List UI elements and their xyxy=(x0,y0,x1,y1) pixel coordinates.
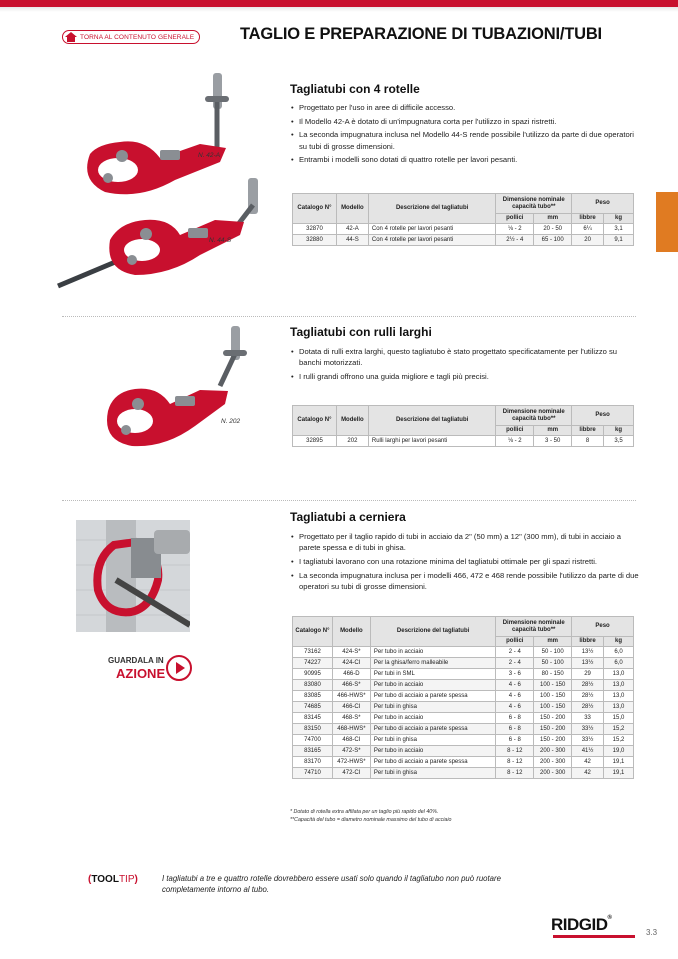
table-body xyxy=(293,647,634,779)
col-header-libbre: libbre xyxy=(572,214,604,224)
table-cell: 74710 xyxy=(293,768,333,779)
table-cell: 20 xyxy=(572,235,604,246)
table-cell: Con 4 rotelle per lavori pesanti xyxy=(368,224,495,235)
table-cell: 424-CI xyxy=(332,658,370,669)
bullet-item: • Progettato per il taglio rapido di tubi in acciaio da 2" (50 mm) a 12" (300 mm), di tubi in acciaio a parete spessa e di tubi in ghisa. xyxy=(290,531,640,553)
table-cell: 15,2 xyxy=(604,724,634,735)
watch-in-action-line1: GUARDALA IN xyxy=(108,656,164,665)
table-cell: 472-CI xyxy=(332,768,370,779)
footnote: * Dotato di rotella extra affilata per un taglio più rapido del 40%. xyxy=(290,809,439,815)
col-header-description: Descrizione del tagliatubi xyxy=(368,194,495,224)
col-header-model: Modello xyxy=(332,617,370,647)
table-cell: 4 - 6 xyxy=(496,680,534,691)
section-divider xyxy=(62,500,636,501)
watch-in-action-button[interactable] xyxy=(108,655,194,685)
table-cell: 150 - 200 xyxy=(534,735,572,746)
table-row xyxy=(293,768,634,779)
table-cell: 73162 xyxy=(293,647,333,658)
table-cell: 150 - 200 xyxy=(534,713,572,724)
table-cell: 83145 xyxy=(293,713,333,724)
table-cell: 83170 xyxy=(293,757,333,768)
bullet-item: • La seconda impugnatura inclusa per i modelli 466, 472 e 468 rende possibile l'utilizzo da parte di due operatori su tubi di grosse dimensioni. xyxy=(290,570,640,592)
watch-in-action-line2: AZIONE xyxy=(116,666,166,681)
col-header-capacity: Dimensione nominale capacità tubo** xyxy=(496,617,572,637)
table-cell: 50 - 100 xyxy=(534,658,572,669)
tooltip-tag-tip: TIP xyxy=(118,874,135,885)
table-cell: 3 - 50 xyxy=(534,436,572,447)
table-cell: 83150 xyxy=(293,724,333,735)
back-to-contents-label: TORNA AL CONTENUTO GENERALE xyxy=(80,33,195,41)
table-cell: 19,1 xyxy=(604,768,634,779)
table-cell: 28½ xyxy=(572,691,604,702)
table-cell: 28½ xyxy=(572,702,604,713)
table-cell: 13,0 xyxy=(604,691,634,702)
table-cell: 19,0 xyxy=(604,746,634,757)
section-title-4-wheel: Tagliatubi con 4 rotelle xyxy=(290,82,420,96)
hinged-cutter-photo xyxy=(76,520,190,632)
table-cell: 8 - 12 xyxy=(496,746,534,757)
table-row xyxy=(293,669,634,680)
table-cell: 20 - 50 xyxy=(534,224,572,235)
table-cell: 150 - 200 xyxy=(534,724,572,735)
table-cell: 83085 xyxy=(293,691,333,702)
table-cell: Per tubo in acciaio xyxy=(370,713,495,724)
table-cell: 42 xyxy=(572,757,604,768)
tool-image-wide-roll-cutter xyxy=(80,326,260,451)
table-cell: 424-S* xyxy=(332,647,370,658)
table-row xyxy=(293,658,634,669)
tool-label-202: N. 202 xyxy=(221,418,241,425)
table-cell: 80 - 150 xyxy=(534,669,572,680)
col-header-weight: Peso xyxy=(572,617,634,637)
table-cell: 6 - 8 xyxy=(496,735,534,746)
col-header-kg: kg xyxy=(604,214,634,224)
table-cell: 65 - 100 xyxy=(534,235,572,246)
table-cell: Per tubo di acciaio a parete spessa xyxy=(370,691,495,702)
table-cell: 6 - 8 xyxy=(496,713,534,724)
table-cell: 472-S* xyxy=(332,746,370,757)
col-header-description: Descrizione del tagliatubi xyxy=(370,617,495,647)
brand-logo-text: RIDGID xyxy=(551,915,608,934)
table-cell: 466-D xyxy=(332,669,370,680)
table-row xyxy=(293,746,634,757)
table-cell: 74685 xyxy=(293,702,333,713)
table-cell: 13½ xyxy=(572,647,604,658)
tooltip-tag: (TOOLTIP) xyxy=(88,874,138,885)
bullet-item: • La seconda impugnatura inclusa nel Modello 44-S rende possibile l'utilizzo da parte di due operatori su tubi di grosse dimensioni. xyxy=(290,129,640,151)
brand-logo-bar xyxy=(553,935,635,938)
table-cell: 2 - 4 xyxy=(496,647,534,658)
table-cell: Per tubo di acciaio a parete spessa xyxy=(370,757,495,768)
table-cell: 472-HWS* xyxy=(332,757,370,768)
table-cell: 468-CI xyxy=(332,735,370,746)
table-cell: Rulli larghi per lavori pesanti xyxy=(368,436,495,447)
table-cell: 468-HWS* xyxy=(332,724,370,735)
table-cell: 466-S* xyxy=(332,680,370,691)
col-header-model: Modello xyxy=(336,406,368,436)
table-cell: 100 - 150 xyxy=(534,680,572,691)
col-header-mm: mm xyxy=(534,426,572,436)
col-header-catalog: Catalogo N° xyxy=(293,406,337,436)
table-cell: 42-A xyxy=(336,224,368,235)
table-cell: 200 - 300 xyxy=(534,768,572,779)
col-header-capacity: Dimensione nominale capacità tubo** xyxy=(496,194,572,214)
section-tab-marker xyxy=(656,192,678,252)
table-cell: 44-S xyxy=(336,235,368,246)
col-header-kg: kg xyxy=(604,637,634,647)
table-cell: 33½ xyxy=(572,724,604,735)
table-cell: 33½ xyxy=(572,735,604,746)
table-cell: 8 xyxy=(572,436,604,447)
table-cell: 32895 xyxy=(293,436,337,447)
table-cell: Per tubi in ghisa xyxy=(370,735,495,746)
table-cell: 13,0 xyxy=(604,669,634,680)
col-header-catalog: Catalogo N° xyxy=(293,617,333,647)
spec-table-hinged xyxy=(292,616,634,779)
table-cell: 15,0 xyxy=(604,713,634,724)
tool-image-4-wheel-cutters xyxy=(50,70,280,290)
table-cell: 2 - 4 xyxy=(496,658,534,669)
table-cell: 3,1 xyxy=(604,224,634,235)
col-header-description: Descrizione del tagliatubi xyxy=(368,406,495,436)
table-row xyxy=(293,691,634,702)
table-cell: 6 - 8 xyxy=(496,724,534,735)
table-cell: 19,1 xyxy=(604,757,634,768)
table-cell: 29 xyxy=(572,669,604,680)
table-cell: Per la ghisa/ferro malleabile xyxy=(370,658,495,669)
section-title-hinged: Tagliatubi a cerniera xyxy=(290,510,406,524)
spec-table-wide-roll xyxy=(292,405,634,447)
table-row xyxy=(293,735,634,746)
table-cell: ⅛ - 2 xyxy=(496,224,534,235)
table-cell: Per tubi in ghisa xyxy=(370,702,495,713)
col-header-kg: kg xyxy=(604,426,634,436)
section-bullets-wide-roll xyxy=(290,346,640,385)
brand-logo: RIDGID® xyxy=(551,915,612,934)
col-header-pollici: pollici xyxy=(496,426,534,436)
tool-label-44s: N. 44-S xyxy=(209,237,232,244)
table-cell: 6,0 xyxy=(604,658,634,669)
table-cell: 90995 xyxy=(293,669,333,680)
table-cell: Per tubo in acciaio xyxy=(370,746,495,757)
spec-table-4-wheel xyxy=(292,193,634,246)
table-row xyxy=(293,235,634,246)
table-cell: Per tubi in ghisa xyxy=(370,768,495,779)
tooltip-text: I tagliatubi a tre e quattro rotelle dovrebbero essere usati solo quando il tagliatubo non può ruotare completamente intorno al tubo. xyxy=(162,874,501,894)
table-cell: 200 - 300 xyxy=(534,757,572,768)
table-cell: 6¼ xyxy=(572,224,604,235)
section-bullets-4-wheel xyxy=(290,102,640,168)
section-divider xyxy=(62,316,636,317)
table-cell: 2½ - 4 xyxy=(496,235,534,246)
bullet-item: • Entrambi i modelli sono dotati di quattro rotelle per lavori pesanti. xyxy=(290,154,640,165)
table-cell: 4 - 6 xyxy=(496,702,534,713)
col-header-libbre: libbre xyxy=(572,426,604,436)
table-cell: 32880 xyxy=(293,235,337,246)
table-body xyxy=(293,436,634,447)
table-cell: 50 - 100 xyxy=(534,647,572,658)
table-cell: 9,1 xyxy=(604,235,634,246)
back-to-contents-button[interactable] xyxy=(62,30,200,44)
table-cell: 468-S* xyxy=(332,713,370,724)
col-header-weight: Peso xyxy=(572,194,634,214)
table-cell: 466-HWS* xyxy=(332,691,370,702)
col-header-model: Modello xyxy=(336,194,368,224)
table-row xyxy=(293,436,634,447)
table-row xyxy=(293,680,634,691)
table-cell: Per tubi in SML xyxy=(370,669,495,680)
table-cell: 83165 xyxy=(293,746,333,757)
table-cell: 3 - 6 xyxy=(496,669,534,680)
top-brand-bar xyxy=(0,0,678,12)
tooltip-tag-tool: TOOL xyxy=(91,874,119,885)
table-cell: Per tubo in acciaio xyxy=(370,647,495,658)
table-cell: 6,0 xyxy=(604,647,634,658)
table-cell: 28½ xyxy=(572,680,604,691)
bullet-item: • I rulli grandi offrono una guida migliore e tagli più precisi. xyxy=(290,371,640,382)
table-cell: ⅛ - 2 xyxy=(496,436,534,447)
table-cell: 200 - 300 xyxy=(534,746,572,757)
section-title-wide-roll: Tagliatubi con rulli larghi xyxy=(290,325,432,339)
table-cell: Per tubo di acciaio a parete spessa xyxy=(370,724,495,735)
footnote: **Capacità del tubo = diametro nominale massimo del tubo di acciaio xyxy=(290,816,452,823)
table-row xyxy=(293,724,634,735)
section-bullets-hinged xyxy=(290,531,640,595)
home-icon xyxy=(65,32,77,42)
col-header-pollici: pollici xyxy=(496,214,534,224)
table-cell: 83080 xyxy=(293,680,333,691)
table-row xyxy=(293,224,634,235)
col-header-capacity: Dimensione nominale capacità tubo** xyxy=(496,406,572,426)
col-header-weight: Peso xyxy=(572,406,634,426)
table-cell: 13,0 xyxy=(604,680,634,691)
table-cell: 3,5 xyxy=(604,436,634,447)
table-cell: 33 xyxy=(572,713,604,724)
table-cell: 8 - 12 xyxy=(496,757,534,768)
table-cell: Con 4 rotelle per lavori pesanti xyxy=(368,235,495,246)
table-cell: 466-CI xyxy=(332,702,370,713)
table-row xyxy=(293,702,634,713)
col-header-catalog: Catalogo N° xyxy=(293,194,337,224)
page-number: 3.3 xyxy=(646,928,658,937)
table-cell: 8 - 12 xyxy=(496,768,534,779)
table-footnotes xyxy=(290,809,452,824)
play-icon xyxy=(166,655,192,681)
table-cell: 74700 xyxy=(293,735,333,746)
table-cell: 42 xyxy=(572,768,604,779)
table-cell: 100 - 150 xyxy=(534,702,572,713)
col-header-mm: mm xyxy=(534,637,572,647)
table-cell: 15,2 xyxy=(604,735,634,746)
table-cell: 13,0 xyxy=(604,702,634,713)
col-header-libbre: libbre xyxy=(572,637,604,647)
page-title: TAGLIO E PREPARAZIONE DI TUBAZIONI/TUBI xyxy=(240,25,602,43)
table-cell: 4 - 6 xyxy=(496,691,534,702)
table-row xyxy=(293,647,634,658)
col-header-pollici: pollici xyxy=(496,637,534,647)
table-cell: 41½ xyxy=(572,746,604,757)
table-cell: 32870 xyxy=(293,224,337,235)
table-cell: Per tubo in acciaio xyxy=(370,680,495,691)
tool-label-42a: N. 42-A xyxy=(198,152,221,159)
bullet-item: • I tagliatubi lavorano con una rotazione minima del tagliatubi ottimale per gli spazi ristretti. xyxy=(290,556,640,567)
table-row xyxy=(293,757,634,768)
bullet-item: • Dotata di rulli extra larghi, questo tagliatubo è stato progettato specificatamente per l'utilizzo su banchi motorizzati. xyxy=(290,346,640,368)
table-cell: 13½ xyxy=(572,658,604,669)
bullet-item: • Il Modello 42-A è dotato di un'impugnatura corta per l'utilizzo in spazi ristretti. xyxy=(290,116,640,127)
table-cell: 100 - 150 xyxy=(534,691,572,702)
table-row xyxy=(293,713,634,724)
col-header-mm: mm xyxy=(534,214,572,224)
table-body xyxy=(293,224,634,246)
table-cell: 74227 xyxy=(293,658,333,669)
bullet-item: • Progettato per l'uso in aree di difficile accesso. xyxy=(290,102,640,113)
table-cell: 202 xyxy=(336,436,368,447)
